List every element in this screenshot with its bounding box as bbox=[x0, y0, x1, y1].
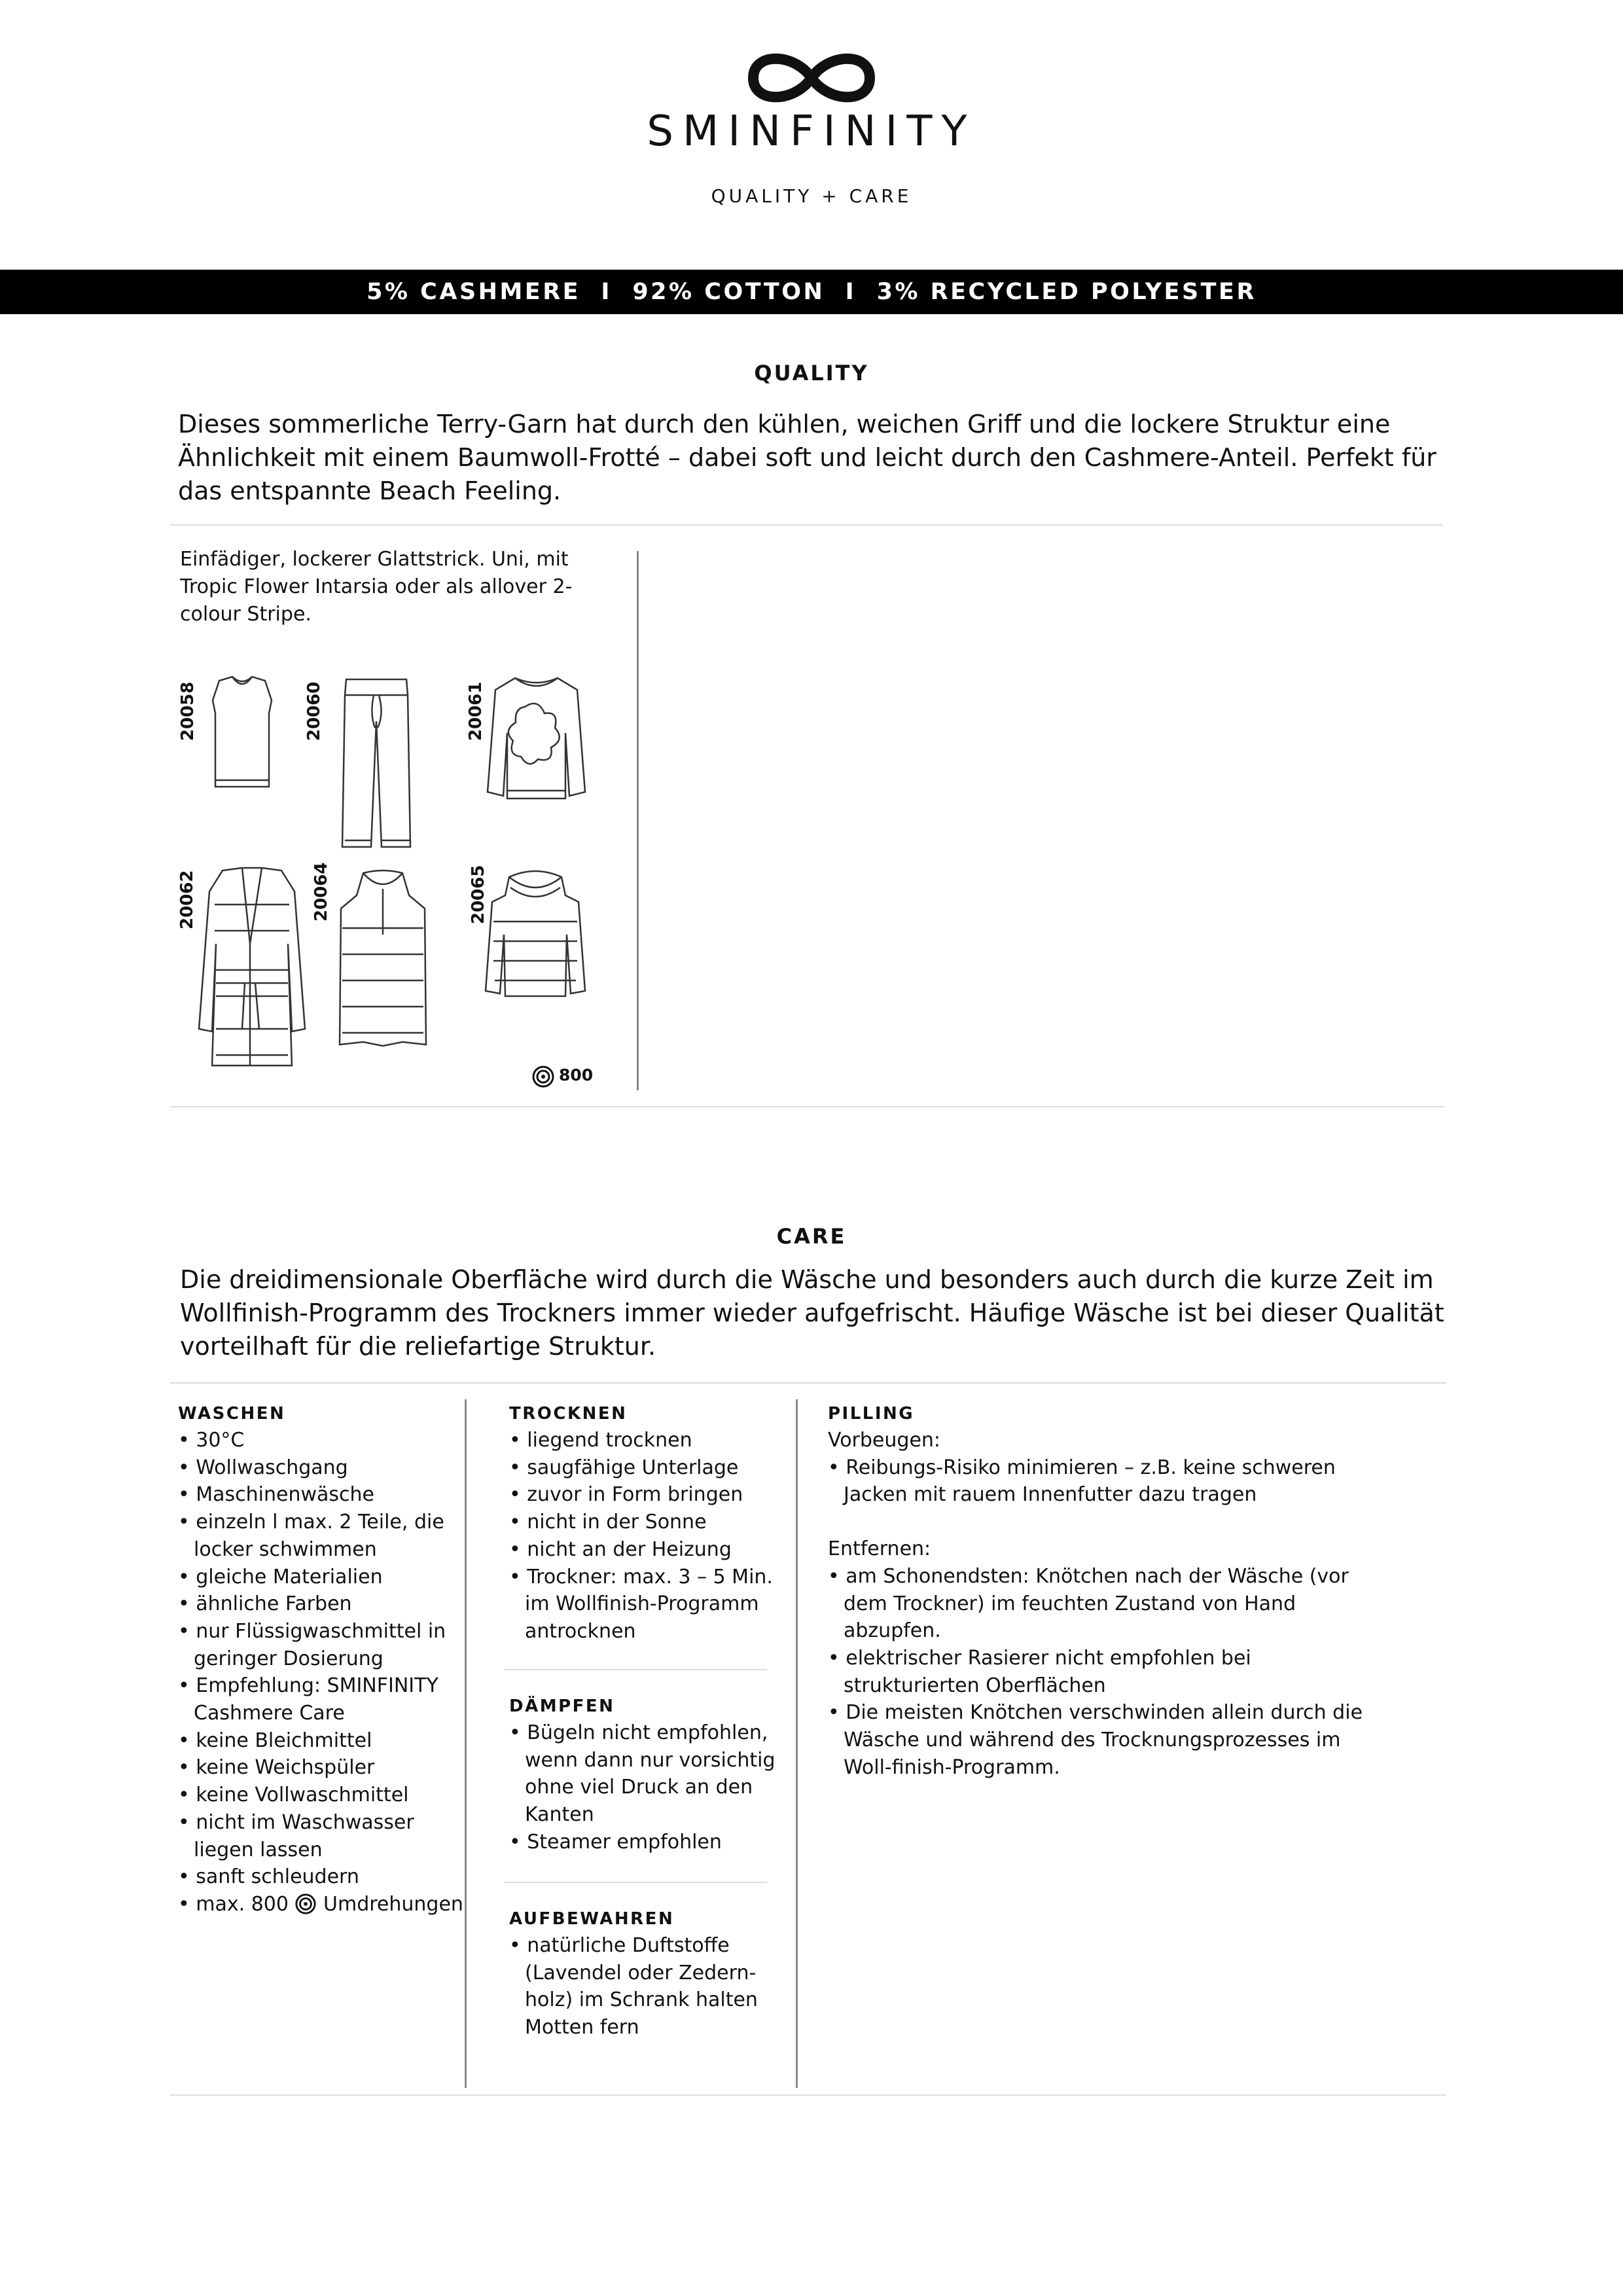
list-item: • keine Bleichmittel bbox=[178, 1727, 453, 1755]
list-item: • elektrischer Rasierer nicht empfohlen bei strukturierten Oberflächen bbox=[828, 1645, 1391, 1699]
list-item: • nur Flüssigwaschmittel in geringer Dosierung bbox=[178, 1618, 453, 1672]
spin-value: 800 bbox=[559, 1066, 594, 1085]
list-item: • Trockner: max. 3 – 5 Min. im Wollfinish-Programm antrocknen bbox=[509, 1564, 784, 1645]
list-item: • Empfehlung: SMINFINITY Cashmere Care bbox=[178, 1672, 453, 1727]
list-item: • Reibungs-Risiko minimieren – z.B. keine schweren Jacken mit rauem Innenfutter dazu tragen bbox=[828, 1454, 1391, 1509]
pilling-title: PILLING bbox=[828, 1404, 915, 1424]
waschen-column bbox=[178, 1401, 463, 1918]
spin-text: Umdrehungen bbox=[323, 1892, 463, 1916]
composition-bar bbox=[0, 270, 1623, 314]
trocknen-list bbox=[509, 1427, 784, 1645]
list-item: • saugfähige Unterlage bbox=[509, 1454, 784, 1482]
list-item: • nicht in der Sonne bbox=[509, 1509, 784, 1536]
list-item: • nicht an der Heizung bbox=[509, 1536, 784, 1564]
list-item: • zuvor in Form bringen bbox=[509, 1481, 784, 1509]
divider bbox=[504, 1669, 767, 1670]
quality-description: Dieses sommerliche Terry-Garn hat durch den kühlen, weichen Griff und die lockere Struktur eine Ähnlichkeit mit einem Baumwoll-Frotté – dabei soft und leicht durch den Cashmere-Anteil. Perfekt für das entspannte Beach Feeling. bbox=[178, 410, 1436, 505]
brand-name: SMINFINITY bbox=[647, 107, 976, 156]
quality-heading: QUALITY bbox=[754, 361, 869, 386]
trousers-sketch bbox=[337, 675, 416, 852]
list-item: • am Schonendsten: Knötchen nach der Wäsche (vor dem Trockner) im feuchten Zustand von Hand abzupfen. bbox=[828, 1563, 1391, 1645]
list-item: • Bügeln nicht empfohlen, wenn dann nur vorsichtig ohne viel Druck an den Kanten bbox=[509, 1719, 784, 1829]
style-code: 20062 bbox=[177, 870, 197, 929]
list-item: • natürliche Duftstoffe (Lavendel oder Zedern-holz) im Schrank halten Motten fern bbox=[509, 1932, 784, 2041]
list-item: • nicht im Waschwasser liegen lassen bbox=[178, 1809, 453, 1863]
spin-cycle-icon bbox=[531, 1065, 555, 1088]
list-item: • keine Weichspüler bbox=[178, 1754, 453, 1782]
aufbewahren-list bbox=[509, 1932, 784, 2041]
trocknen-column bbox=[509, 1401, 784, 1645]
pilling-column bbox=[828, 1401, 1391, 1781]
list-item: • sanft schleudern bbox=[178, 1863, 453, 1891]
divider bbox=[170, 524, 1442, 526]
style-code: 20060 bbox=[304, 681, 324, 741]
list-item: • Die meisten Knötchen verschwinden allein durch die Wäsche und während des Trocknungsprozesses im Woll-finish-Programm. bbox=[828, 1699, 1391, 1781]
list-item: • keine Vollwaschmittel bbox=[178, 1782, 453, 1809]
tank-top-sketch bbox=[206, 674, 278, 792]
style-code: 20061 bbox=[466, 681, 486, 741]
daempfen-column bbox=[509, 1693, 784, 1856]
daempfen-list bbox=[509, 1719, 784, 1856]
composition-text: 5% CASHMERE I 92% COTTON I 3% RECYCLED POLYESTER bbox=[366, 279, 1257, 305]
spin-cycle-icon bbox=[294, 1893, 317, 1915]
style-code: 20064 bbox=[312, 862, 331, 922]
hooded-dress-sketch bbox=[337, 869, 429, 1050]
pilling-prevent-label: Vorbeugen: bbox=[828, 1429, 941, 1452]
care-description: Die dreidimensionale Oberfläche wird durch die Wäsche und besonders auch durch die kurze Zeit im Wollfinish-Programm des Trockners immer wieder aufgefrischt. Häufige Wäsche ist bei dieser Qualität vorteilhaft für die reliefartige Struktur. bbox=[180, 1265, 1444, 1361]
list-item bbox=[178, 1891, 463, 1918]
knit-note: Einfädiger, lockerer Glattstrick. Uni, mit Tropic Flower Intarsia oder als allover 2-colour Stripe. bbox=[180, 548, 573, 626]
aufbewahren-column bbox=[509, 1906, 784, 2041]
divider bbox=[170, 2094, 1446, 2096]
column-divider bbox=[637, 551, 639, 1090]
style-code: 20065 bbox=[469, 865, 488, 924]
infinity-logo-icon bbox=[741, 47, 882, 109]
list-item: • 30°C bbox=[178, 1427, 453, 1454]
pilling-remove-list bbox=[828, 1563, 1391, 1782]
divider bbox=[170, 1106, 1445, 1107]
pilling-remove-label: Entfernen: bbox=[828, 1537, 931, 1561]
list-item: • ähnliche Farben bbox=[178, 1590, 453, 1618]
divider bbox=[504, 1882, 767, 1883]
list-item: • einzeln l max. 2 Teile, die locker schwimmen bbox=[178, 1509, 453, 1563]
list-item: • Maschinenwäsche bbox=[178, 1481, 453, 1509]
flower-sweater-sketch bbox=[486, 674, 587, 805]
list-item: • Wollwaschgang bbox=[178, 1454, 453, 1482]
striped-hoodie-sketch bbox=[483, 869, 588, 1000]
spin-text: max. 800 bbox=[196, 1892, 289, 1916]
style-code: 20058 bbox=[178, 681, 198, 741]
column-divider bbox=[465, 1399, 467, 2088]
daempfen-title: DÄMPFEN bbox=[509, 1696, 615, 1716]
long-cardigan-sketch bbox=[196, 865, 308, 1069]
list-item: • gleiche Materialien bbox=[178, 1564, 453, 1591]
waschen-title: WASCHEN bbox=[178, 1404, 286, 1424]
pilling-prevent-list bbox=[828, 1454, 1391, 1509]
list-item: • liegend trocknen bbox=[509, 1427, 784, 1454]
column-divider bbox=[796, 1399, 798, 2088]
brand-tagline: QUALITY + CARE bbox=[711, 185, 912, 207]
aufbewahren-title: AUFBEWAHREN bbox=[509, 1909, 675, 1929]
waschen-list bbox=[178, 1427, 463, 1918]
care-heading: CARE bbox=[776, 1224, 847, 1249]
divider bbox=[170, 1382, 1446, 1384]
trocknen-title: TROCKNEN bbox=[509, 1404, 628, 1424]
list-item: • Steamer empfohlen bbox=[509, 1829, 784, 1856]
